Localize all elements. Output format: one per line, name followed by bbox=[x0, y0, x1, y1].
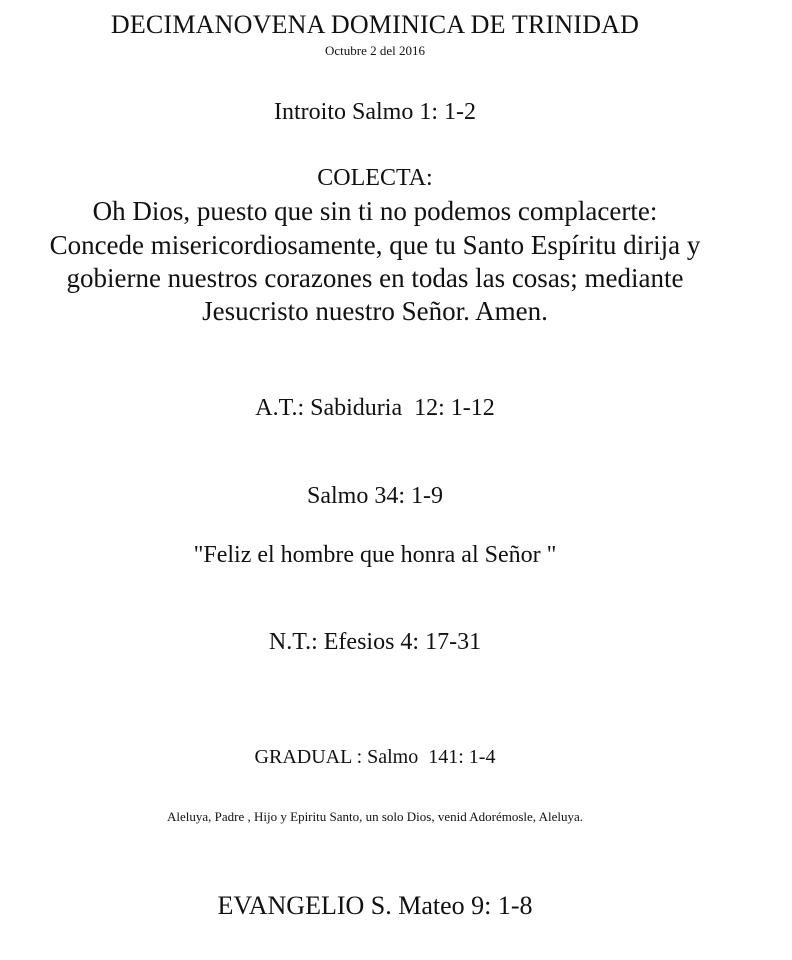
colecta-text-line: Concede misericordiosamente, que tu Santo Espíritu dirija y bbox=[49, 230, 701, 260]
psalm-reading: Salmo 34: 1-9 bbox=[307, 483, 443, 509]
new-testament-reading: N.T.: Efesios 4: 17-31 bbox=[268, 629, 482, 655]
colecta-text-line: Oh Dios, puesto que sin ti no podemos complacerte: bbox=[92, 196, 658, 226]
colecta-text-line: gobierne nuestros corazones en todas las cosas; mediante bbox=[66, 263, 684, 293]
colecta-text-line: Jesucristo nuestro Señor. Amen. bbox=[202, 296, 548, 326]
colecta-heading: COLECTA: bbox=[317, 165, 433, 191]
psalm-antiphon: "Feliz el hombre que honra al Señor " bbox=[193, 542, 557, 568]
gospel-reading: EVANGELIO S. Mateo 9: 1-8 bbox=[217, 891, 533, 920]
service-date: Octubre 2 del 2016 bbox=[324, 43, 425, 58]
aleluya-verse: Aleluya, Padre , Hijo y Epiritu Santo, un solo Dios, venid Adorémosle, Aleluya. bbox=[167, 809, 583, 824]
page-title: DECIMANOVENA DOMINICA DE TRINIDAD bbox=[110, 10, 640, 39]
introito-reading: Introito Salmo 1: 1-2 bbox=[274, 99, 476, 125]
old-testament-reading: A.T.: Sabiduria 12: 1-12 bbox=[255, 395, 495, 421]
gradual-reading: GRADUAL : Salmo 141: 1-4 bbox=[254, 746, 496, 768]
